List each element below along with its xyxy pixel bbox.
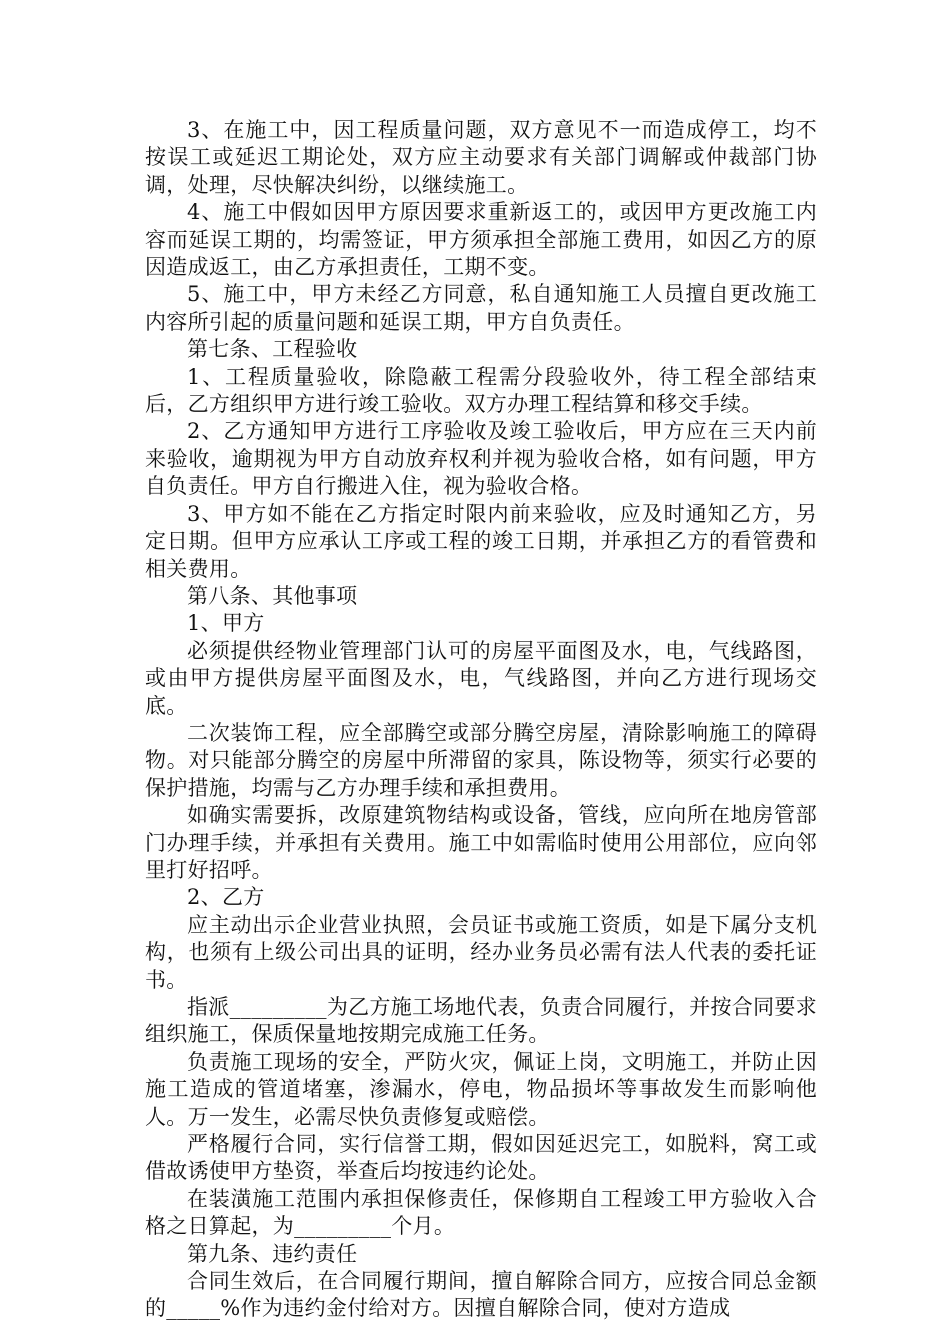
paragraph-party-a-1: 必须提供经物业管理部门认可的房屋平面图及水，电，气线路图，或由甲方提供房屋平面图及水，电，气线路图，并向乙方进行现场交底。: [145, 638, 817, 718]
paragraph-acceptance-1: 1、工程质量验收，除隐蔽工程需分段验收外，待工程全部结束后，乙方组织甲方进行竣工验收。双方办理工程结算和移交手续。: [145, 364, 817, 417]
paragraph-clause-5: 5、施工中，甲方未经乙方同意，私自通知施工人员擅自更改施工内容所引起的质量问题和延误工期，甲方自负责任。: [145, 282, 817, 334]
paragraph-party-b-5: 在装潢施工范围内承担保修责任，保修期自工程竣工甲方验收入合格之日算起，为_________个月。: [145, 1186, 817, 1239]
paragraph-acceptance-2: 2、乙方通知甲方进行工序验收及竣工验收后，甲方应在三天内前来验收，逾期视为甲方自动放弃权利并视为验收合格，如有问题，甲方自负责任。甲方自行搬进入住，视为验收合格。: [145, 419, 817, 499]
section-heading-article-7: 第七条、工程验收: [187, 337, 358, 362]
paragraph-party-b-1: 应主动出示企业营业执照，会员证书或施工资质，如是下属分支机构，也须有上级公司出具的证明，经办业务员必需有法人代表的委托证书。: [145, 912, 817, 992]
paragraph-party-b-3: 负责施工现场的安全，严防火灾，佩证上岗，文明施工，并防止因施工造成的管道堵塞，渗漏水，停电，物品损坏等事故发生而影响他人。万一发生，必需尽快负责修复或赔偿。: [145, 1049, 817, 1129]
subheading-party-b: 2、乙方: [187, 885, 265, 910]
paragraph-party-a-3: 如确实需要拆，改原建筑物结构或设备，管线，应向所在地房管部门办理手续，并承担有关费用。施工中如需临时使用公用部位，应向邻里打好招呼。: [145, 803, 817, 882]
section-heading-article-9: 第九条、违约责任: [187, 1241, 358, 1266]
paragraph-breach-1: 合同生效后，在合同履行期间，擅自解除合同方，应按合同总金额的_____%作为违约金付给对方。因擅自解除合同，使对方造成: [145, 1269, 817, 1321]
paragraph-party-b-4: 严格履行合同，实行信誉工期，假如因延迟完工，如脱料，窝工或借故诱使甲方垫资，举查后均按违约论处。: [145, 1132, 817, 1184]
paragraph-party-a-2: 二次装饰工程，应全部腾空或部分腾空房屋，清除影响施工的障碍物。对只能部分腾空的房屋中所滞留的家具，陈设物等，须实行必要的保护措施，均需与乙方办理手续和承担费用。: [145, 720, 817, 800]
subheading-party-a: 1、甲方: [187, 611, 265, 636]
paragraph-party-b-2: 指派_________为乙方施工场地代表，负责合同履行，并按合同要求组织施工，保质保量地按期完成施工任务。: [145, 995, 817, 1047]
section-heading-article-8: 第八条、其他事项: [187, 583, 358, 608]
paragraph-clause-4: 4、施工中假如因甲方原因要求重新返工的，或因甲方更改施工内容而延误工期的，均需签证，甲方须承担全部施工费用，如因乙方的原因造成返工，由乙方承担责任，工期不变。: [145, 200, 817, 280]
document-body: [145, 117, 817, 1323]
paragraph-clause-3: 3、在施工中，因工程质量问题，双方意见不一而造成停工，均不按误工或延迟工期论处，双方应主动要求有关部门调解或仲裁部门协调，处理，尽快解决纠纷，以继续施工。: [145, 118, 817, 197]
paragraph-acceptance-3: 3、甲方如不能在乙方指定时限内前来验收，应及时通知乙方，另定日期。但甲方应承认工序或工程的竣工日期，并承担乙方的看管费和相关费用。: [145, 501, 817, 581]
